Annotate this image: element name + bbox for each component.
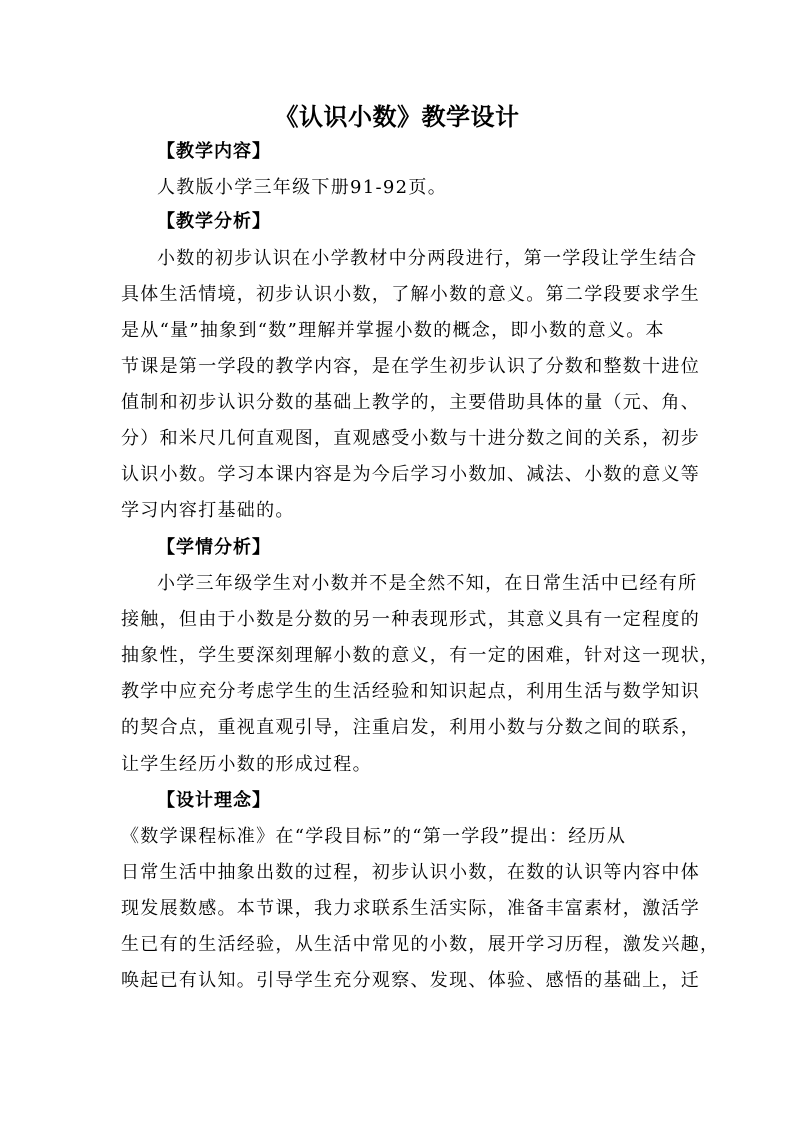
- paragraph-line: 生已有的生活经验，从生活中常见的小数，展开学习历程，激发兴趣，: [121, 934, 720, 955]
- paragraph-line: 节课是第一学段的教学内容，是在学生初步认识了分数和整数十进位: [121, 356, 700, 377]
- paragraph-line: 现发展数感。本节课，我力求联系生活实际，准备丰富素材，激活学: [121, 898, 700, 919]
- paragraph-line: 值制和初步认识分数的基础上教学的，主要借助具体的量（元、角、: [121, 392, 700, 413]
- paragraph-line: 学习内容打基础的。: [121, 500, 295, 521]
- paragraph-line: 抽象性，学生要深刻理解小数的意义，有一定的困难，针对这一现状，: [121, 645, 720, 666]
- section-heading-design-concept: 【设计理念】: [157, 790, 271, 811]
- paragraph-line: 让学生经历小数的形成过程。: [121, 754, 372, 775]
- document-title: 《认识小数》教学设计: [274, 102, 520, 131]
- section-heading-student-analysis: 【学情分析】: [157, 537, 271, 558]
- paragraph-line: 的契合点，重视直观引导，注重启发，利用小数与分数之间的联系，: [121, 717, 700, 738]
- paragraph-line: 《数学课程标准》在“学段目标”的“第一学段”提出：经历从: [121, 826, 627, 847]
- paragraph-line: 分）和米尺几何直观图，直观感受小数与十进分数之间的关系，初步: [121, 428, 700, 449]
- paragraph-line: 具体生活情境，初步认识小数，了解小数的意义。第二学段要求学生: [121, 284, 700, 305]
- paragraph-line: 唤起已有认知。引导学生充分观察、发现、体验、感悟的基础上，迁: [121, 970, 700, 991]
- paragraph-line: 日常生活中抽象出数的过程，初步认识小数，在数的认识等内容中体: [121, 862, 700, 883]
- paragraph-line: 认识小数。学习本课内容是为今后学习小数加、减法、小数的意义等: [121, 464, 700, 485]
- paragraph-line: 小学三年级学生对小数并不是全然不知，在日常生活中已经有所: [157, 573, 698, 594]
- section-heading-analysis: 【教学分析】: [157, 211, 271, 232]
- paragraph-line: 是从“量”抽象到“数”理解并掌握小数的概念，即小数的意义。本: [121, 320, 665, 341]
- paragraph-line: 接触，但由于小数是分数的另一种表现形式，其意义具有一定程度的: [121, 609, 700, 630]
- paragraph-line: 小数的初步认识在小学教材中分两段进行，第一学段让学生结合: [157, 248, 698, 269]
- paragraph-line: 人教版小学三年级下册91-92页。: [157, 177, 447, 198]
- paragraph-line: 教学中应充分考虑学生的生活经验和知识起点，利用生活与数学知识: [121, 681, 700, 702]
- section-heading-content: 【教学内容】: [157, 141, 271, 162]
